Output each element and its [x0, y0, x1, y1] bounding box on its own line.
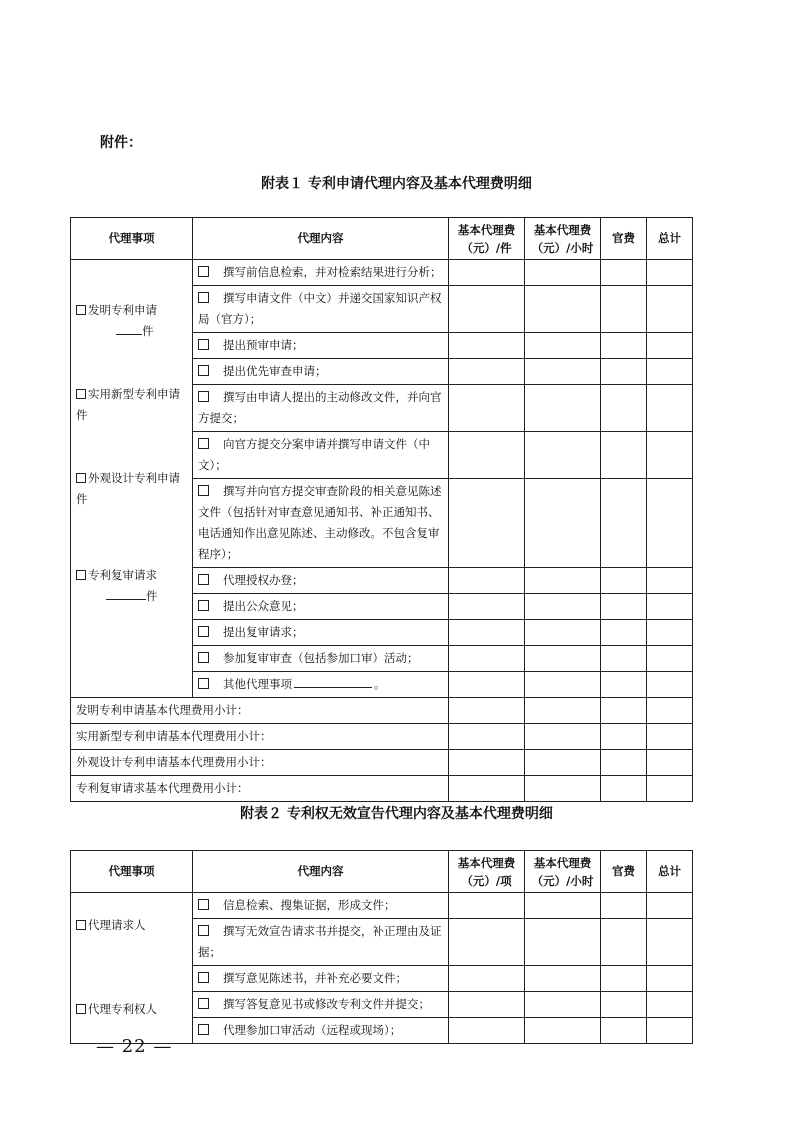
table-header-row — [71, 218, 693, 260]
header-item: 代理事项 — [71, 851, 193, 893]
content-cell: 向官方提交分案申请并撰写申请文件（中文）； — [193, 432, 449, 479]
checkbox-icon[interactable] — [198, 972, 209, 983]
header-official-fee: 官费 — [601, 851, 647, 893]
subtotal-row: 实用新型专利申请基本代理费用小计： — [71, 724, 693, 750]
item-utility: 实用新型专利申请件 — [76, 387, 180, 422]
checkbox-icon[interactable] — [198, 266, 209, 277]
checkbox-icon[interactable] — [198, 652, 209, 663]
item-design: 外观设计专利申请件 — [76, 471, 180, 506]
table-row — [71, 260, 693, 286]
checkbox-icon[interactable] — [198, 678, 209, 689]
content-cell: 参加复审审查（包括参加口审）活动； — [193, 646, 449, 672]
content-cell: 信息检索、搜集证据，形成文件； — [193, 893, 449, 919]
checkbox-icon[interactable] — [198, 626, 209, 637]
count-blank[interactable] — [106, 587, 146, 600]
checkbox-icon[interactable] — [198, 485, 209, 496]
content-cell: 代理参加口审活动（远程或现场）； — [193, 1018, 449, 1044]
item-invention: 发明专利申请 — [76, 300, 187, 321]
header-content: 代理内容 — [193, 851, 449, 893]
content-cell: 撰写前信息检索，并对检索结果进行分析； — [193, 260, 449, 286]
header-total: 总计 — [647, 851, 693, 893]
table-header-row — [71, 851, 693, 893]
checkbox-icon[interactable] — [76, 473, 86, 483]
checkbox-icon[interactable] — [76, 920, 86, 930]
subtotal-row: 专利复审请求基本代理费用小计： — [71, 776, 693, 802]
checkbox-icon[interactable] — [198, 292, 209, 303]
table2-caption: 附表２ 专利权无效宣告代理内容及基本代理费明细 — [240, 806, 553, 822]
header-fee-per-hour: 基本代理费 （元）/小时 — [525, 218, 601, 260]
content-cell: 提出优先审查申请； — [193, 359, 449, 385]
content-cell: 提出公众意见； — [193, 594, 449, 620]
header-item: 代理事项 — [71, 218, 193, 260]
attachment-label: 附件： — [100, 135, 142, 151]
table1-caption: 附表１ 专利申请代理内容及基本代理费明细 — [261, 176, 532, 192]
content-cell: 其他代理事项 。 — [193, 672, 449, 698]
agency-items-cell — [71, 893, 193, 1044]
page-number: — 22 — — [96, 1036, 173, 1057]
subtotal-row: 外观设计专利申请基本代理费用小计： — [71, 750, 693, 776]
checkbox-icon[interactable] — [76, 1004, 86, 1014]
checkbox-icon[interactable] — [76, 305, 86, 315]
checkbox-icon[interactable] — [76, 389, 86, 399]
table-row — [71, 893, 693, 919]
patent-application-fee-table — [70, 217, 693, 802]
header-fee-per-item: 基本代理费 （元）/件 — [449, 218, 525, 260]
checkbox-icon[interactable] — [198, 1024, 209, 1035]
item-requester: 代理请求人 — [76, 915, 187, 936]
item-reexam: 专利复审请求 — [76, 565, 187, 586]
content-cell: 撰写并向官方提交审查阶段的相关意见陈述文件（包括针对审查意见通知书、补正通知书、电话通知作出意见陈述、主动修改。不包含复审程序）； — [193, 479, 449, 568]
header-total: 总计 — [647, 218, 693, 260]
content-cell: 提出预审申请； — [193, 333, 449, 359]
invalidation-fee-table — [70, 850, 693, 1044]
content-cell: 撰写意见陈述书，并补充必要文件； — [193, 966, 449, 992]
checkbox-icon[interactable] — [198, 339, 209, 350]
content-cell: 代理授权办登； — [193, 568, 449, 594]
header-content: 代理内容 — [193, 218, 449, 260]
content-cell: 撰写无效宣告请求书并提交，补正理由及证据； — [193, 919, 449, 966]
count-blank[interactable] — [116, 322, 142, 335]
subtotal-row: 发明专利申请基本代理费用小计： — [71, 698, 693, 724]
item-patentee: 代理专利权人 — [76, 999, 187, 1020]
header-official-fee: 官费 — [601, 218, 647, 260]
content-cell: 提出复审请求； — [193, 620, 449, 646]
checkbox-icon[interactable] — [198, 899, 209, 910]
checkbox-icon[interactable] — [198, 998, 209, 1009]
checkbox-icon[interactable] — [76, 570, 86, 580]
agency-items-cell: 发明专利申请 件 实用新型专利申请件 外观设计专利申请件 专利复审请求 件 — [71, 260, 193, 698]
checkbox-icon[interactable] — [198, 574, 209, 585]
checkbox-icon[interactable] — [198, 365, 209, 376]
content-cell: 撰写答复意见书或修改专利文件并提交； — [193, 992, 449, 1018]
checkbox-icon[interactable] — [198, 438, 209, 449]
content-cell: 撰写由申请人提出的主动修改文件，并向官方提交； — [193, 385, 449, 432]
other-items-blank[interactable] — [294, 675, 372, 688]
checkbox-icon[interactable] — [198, 391, 209, 402]
header-fee-per-item: 基本代理费 （元）/项 — [449, 851, 525, 893]
checkbox-icon[interactable] — [198, 600, 209, 611]
header-fee-per-hour: 基本代理费 （元）/小时 — [525, 851, 601, 893]
checkbox-icon[interactable] — [198, 925, 209, 936]
content-cell: 撰写申请文件（中文）并递交国家知识产权局（官方）； — [193, 286, 449, 333]
